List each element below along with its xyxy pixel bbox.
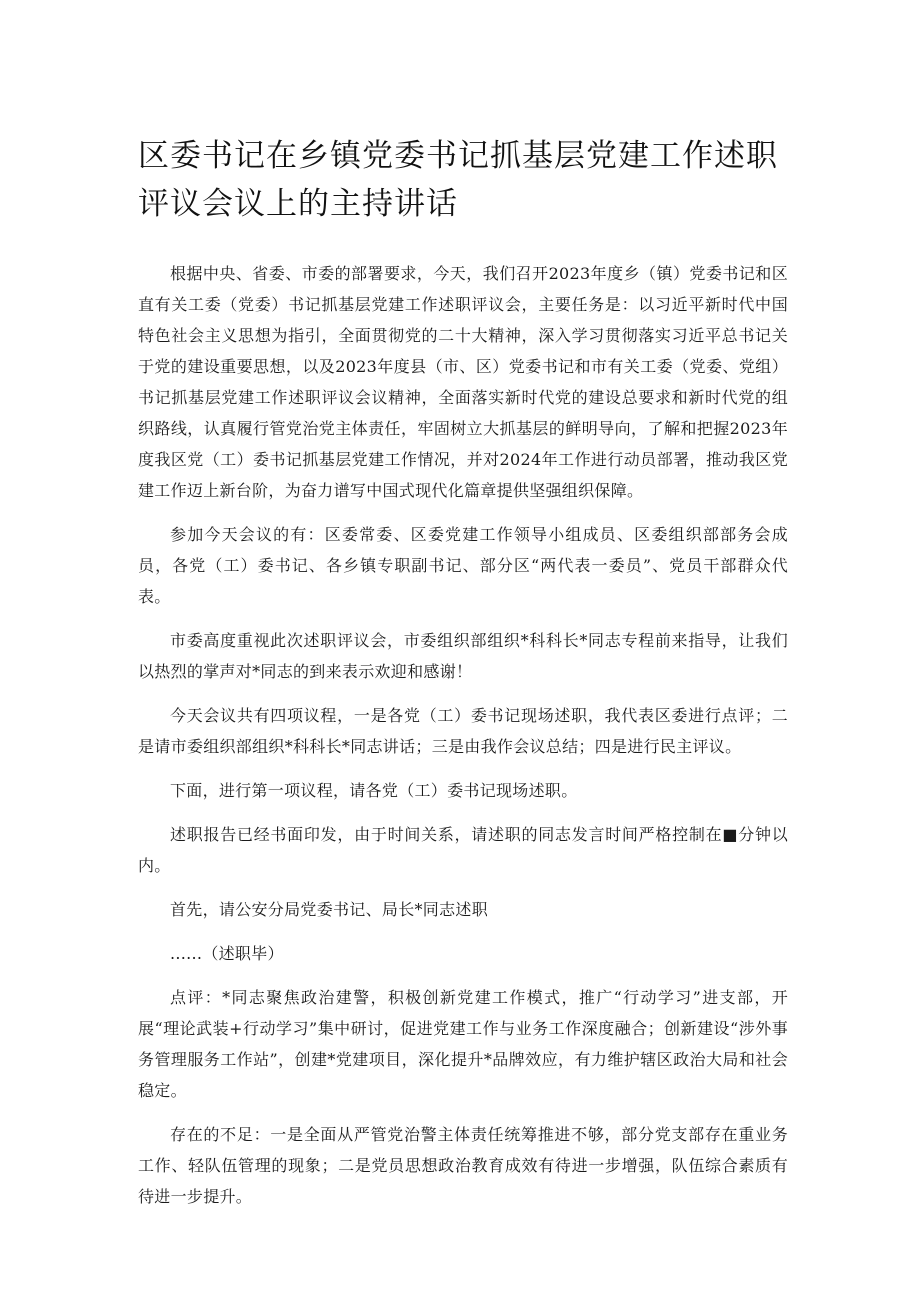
paragraph-comment: 点评：*同志聚焦政治建警，积极创新党建工作模式，推广“行动学习”进支部，开展“理论武装+行动学习”集中研讨，促进党建工作与业务工作深度融合；创新建设“涉外事务管理服务工作站”，创建*党建项目，深化提升*品牌效应，有力维护辖区政治大局和社会稳定。 — [138, 988, 788, 1100]
paragraph-first-item: 下面，进行第一项议程，请各党（工）委书记现场述职。 — [170, 781, 578, 800]
document-title: 区委书记在乡镇党委书记抓基层党建工作述职评议会议上的主持讲话 — [138, 138, 778, 222]
paragraph-time-limit: 述职报告已经书面印发，由于时间关系，请述职的同志发言时间严格控制在■分钟以内。 — [138, 825, 788, 875]
paragraph-report-done: ......（述职毕） — [170, 944, 284, 963]
paragraph-meeting-purpose: 根据中央、省委、市委的部署要求，今天，我们召开2023年度乡（镇）党委书记和区直有关工委（党委）书记抓基层党建工作述职评议会，主要任务是：以习近平新时代中国特色社会主义思想为指引，全面贯彻党的二十大精神，深入学习贯彻落实习近平总书记关于党的建设重要思想，以及2023年度县（市、区）党委书记和市有关工委（党委、党组）书记抓基层党建工作述职评议会议精神，全面落实新时代党的建设总要求和新时代党的组织路线，认真履行管党治党主体责任，牢固树立大抓基层的鲜明导向，了解和把握2023年度我区党（工）委书记抓基层党建工作情况，并对2024年工作进行动员部署，推动我区党建工作迈上新台阶，为奋力谱写中国式现代化篇章提供坚强组织保障。 — [138, 264, 788, 500]
paragraph-agenda: 今天会议共有四项议程，一是各党（工）委书记现场述职，我代表区委进行点评；二是请市委组织部组织*科科长*同志讲话；三是由我作会议总结；四是进行民主评议。 — [138, 706, 788, 756]
document-page — [138, 132, 788, 1225]
paragraph-attendees: 参加今天会议的有：区委常委、区委党建工作领导小组成员、区委组织部部务会成员，各党（工）委书记、各乡镇专职副书记、部分区“两代表一委员”、党员干部群众代表。 — [138, 525, 788, 606]
paragraph-welcome: 市委高度重视此次述职评议会，市委组织部组织*科科长*同志专程前来指导，让我们以热烈的掌声对*同志的到来表示欢迎和感谢！ — [138, 631, 788, 681]
paragraph-shortcomings: 存在的不足：一是全面从严管党治警主体责任统筹推进不够，部分党支部存在重业务工作、轻队伍管理的现象；二是党员思想政治教育成效有待进一步增强，队伍综合素质有待进一步提升。 — [138, 1125, 788, 1206]
paragraph-first-speaker: 首先，请公安分局党委书记、局长*同志述职 — [170, 900, 489, 919]
